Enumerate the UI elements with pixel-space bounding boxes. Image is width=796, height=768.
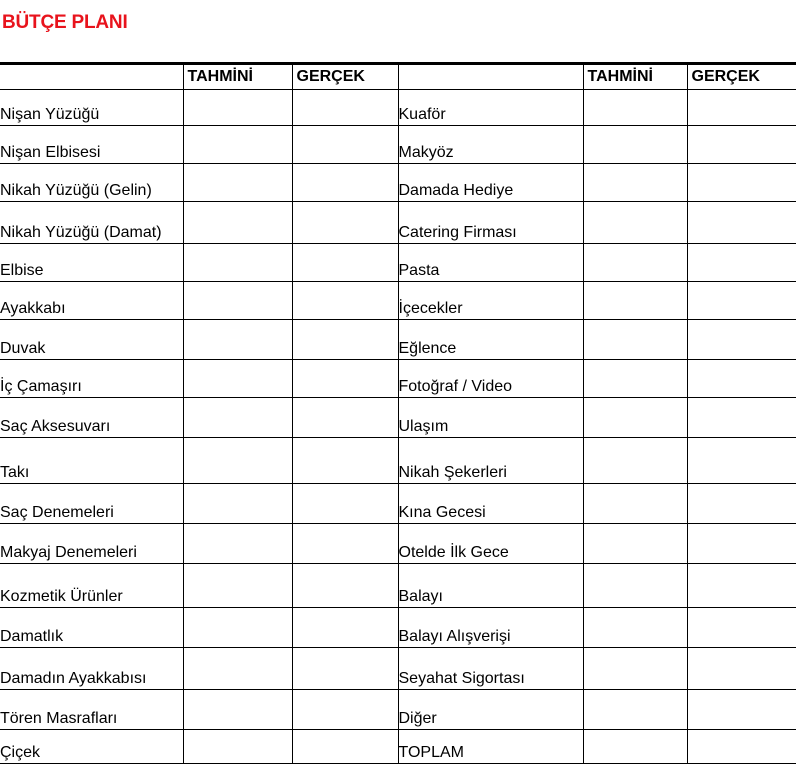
item-label-left: Damadın Ayakkabısı [0,648,183,690]
table-row [0,648,796,690]
actual-cell-right[interactable] [687,202,796,244]
item-label-right: Balayı [398,564,583,608]
item-label-left: Çiçek [0,730,183,764]
item-label-right: Damada Hediye [398,164,583,202]
estimated-cell-left[interactable] [183,608,292,648]
actual-cell-right[interactable] [687,320,796,360]
item-label-left: Tören Masrafları [0,690,183,730]
item-label-left: Nişan Yüzüğü [0,90,183,126]
actual-cell-left[interactable] [292,202,398,244]
header-actual-right: GERÇEK [687,64,796,90]
actual-cell-left[interactable] [292,648,398,690]
item-label-left: Elbise [0,244,183,282]
item-label-left: Nikah Yüzüğü (Damat) [0,202,183,244]
header-blank-left [0,64,183,90]
actual-cell-left[interactable] [292,398,398,438]
table-row [0,244,796,282]
estimated-cell-right[interactable] [583,320,687,360]
actual-cell-right[interactable] [687,484,796,524]
table-row [0,398,796,438]
actual-cell-right[interactable] [687,690,796,730]
table-row [0,126,796,164]
table-row [0,690,796,730]
item-label-right: Eğlence [398,320,583,360]
estimated-cell-right[interactable] [583,484,687,524]
actual-cell-left[interactable] [292,690,398,730]
estimated-cell-right[interactable] [583,398,687,438]
estimated-cell-left[interactable] [183,564,292,608]
estimated-cell-right[interactable] [583,524,687,564]
estimated-cell-left[interactable] [183,524,292,564]
item-label-right: Catering Firması [398,202,583,244]
estimated-cell-left[interactable] [183,648,292,690]
item-label-right: Kına Gecesi [398,484,583,524]
item-label-left: Saç Denemeleri [0,484,183,524]
table-row [0,320,796,360]
item-label-left: Nikah Yüzüğü (Gelin) [0,164,183,202]
actual-cell-left[interactable] [292,438,398,484]
estimated-cell-right[interactable] [583,730,687,764]
actual-cell-right[interactable] [687,524,796,564]
item-label-right: Diğer [398,690,583,730]
item-label-right: İçecekler [398,282,583,320]
actual-cell-left[interactable] [292,244,398,282]
budget-table [0,62,796,764]
item-label-left: Saç Aksesuvarı [0,398,183,438]
item-label-right: Ulaşım [398,398,583,438]
estimated-cell-left[interactable] [183,282,292,320]
estimated-cell-left[interactable] [183,690,292,730]
item-label-right: Fotoğraf / Video [398,360,583,398]
estimated-cell-right[interactable] [583,244,687,282]
estimated-cell-left[interactable] [183,438,292,484]
header-estimated-right: TAHMİNİ [583,64,687,90]
item-label-right: Seyahat Sigortası [398,648,583,690]
actual-cell-right[interactable] [687,360,796,398]
actual-cell-right[interactable] [687,398,796,438]
item-label-right: Kuaför [398,90,583,126]
actual-cell-left[interactable] [292,360,398,398]
item-label-left: Takı [0,438,183,484]
item-label-left: Makyaj Denemeleri [0,524,183,564]
actual-cell-left[interactable] [292,564,398,608]
item-label-left: Duvak [0,320,183,360]
estimated-cell-right[interactable] [583,564,687,608]
estimated-cell-right[interactable] [583,282,687,320]
actual-cell-left[interactable] [292,164,398,202]
header-actual-left: GERÇEK [292,64,398,90]
estimated-cell-right[interactable] [583,360,687,398]
actual-cell-right[interactable] [687,244,796,282]
item-label-left: Nişan Elbisesi [0,126,183,164]
table-row [0,608,796,648]
estimated-cell-left[interactable] [183,202,292,244]
actual-cell-right[interactable] [687,164,796,202]
actual-cell-left[interactable] [292,282,398,320]
table-row [0,282,796,320]
estimated-cell-left[interactable] [183,244,292,282]
actual-cell-right[interactable] [687,608,796,648]
estimated-cell-right[interactable] [583,164,687,202]
item-label-left: Kozmetik Ürünler [0,564,183,608]
estimated-cell-right[interactable] [583,690,687,730]
estimated-cell-left[interactable] [183,164,292,202]
estimated-cell-right[interactable] [583,202,687,244]
estimated-cell-right[interactable] [583,648,687,690]
actual-cell-left[interactable] [292,484,398,524]
actual-cell-left[interactable] [292,608,398,648]
page-title: BÜTÇE PLANI [2,12,128,33]
table-row [0,164,796,202]
item-label-right: Pasta [398,244,583,282]
estimated-cell-left[interactable] [183,484,292,524]
header-estimated-left: TAHMİNİ [183,64,292,90]
actual-cell-left[interactable] [292,90,398,126]
item-label-right: Nikah Şekerleri [398,438,583,484]
actual-cell-right[interactable] [687,90,796,126]
actual-cell-right[interactable] [687,648,796,690]
item-label-right: Makyöz [398,126,583,164]
header-blank-right [398,64,583,90]
estimated-cell-right[interactable] [583,90,687,126]
estimated-cell-left[interactable] [183,320,292,360]
actual-cell-left[interactable] [292,320,398,360]
table-row [0,524,796,564]
actual-cell-right[interactable] [687,126,796,164]
table-row [0,484,796,524]
estimated-cell-left[interactable] [183,730,292,764]
actual-cell-left[interactable] [292,730,398,764]
item-label-left: Ayakkabı [0,282,183,320]
estimated-cell-right[interactable] [583,126,687,164]
item-label-left: Damatlık [0,608,183,648]
table-row [0,564,796,608]
actual-cell-left[interactable] [292,524,398,564]
table-row [0,438,796,484]
item-label-right: Otelde İlk Gece [398,524,583,564]
estimated-cell-left[interactable] [183,90,292,126]
actual-cell-right[interactable] [687,282,796,320]
item-label-left: İç Çamaşırı [0,360,183,398]
estimated-cell-right[interactable] [583,438,687,484]
actual-cell-right[interactable] [687,438,796,484]
estimated-cell-right[interactable] [583,608,687,648]
estimated-cell-left[interactable] [183,398,292,438]
item-label-right: Balayı Alışverişi [398,608,583,648]
actual-cell-left[interactable] [292,126,398,164]
table-row [0,202,796,244]
actual-cell-right[interactable] [687,730,796,764]
table-row [0,730,796,764]
estimated-cell-left[interactable] [183,360,292,398]
estimated-cell-left[interactable] [183,126,292,164]
table-header-row [0,64,796,90]
table-row [0,90,796,126]
item-label-right: TOPLAM [398,730,583,764]
table-row [0,360,796,398]
actual-cell-right[interactable] [687,564,796,608]
